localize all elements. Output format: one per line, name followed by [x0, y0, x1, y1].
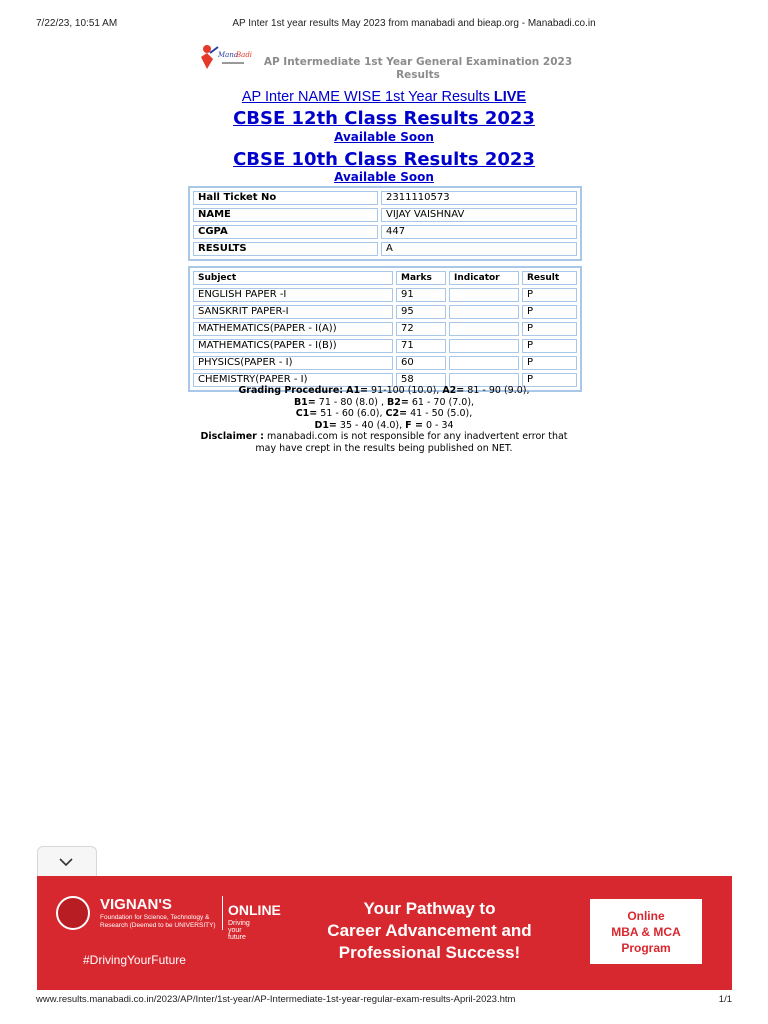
print-page-title: AP Inter 1st year results May 2023 from manabadi and bieap.org - Manabadi.co.in — [232, 18, 596, 29]
grade-b2-label: B2= — [387, 396, 409, 408]
subject-cell: PHYSICS(PAPER - I) — [193, 356, 393, 370]
indicator-cell — [449, 288, 519, 302]
print-footer — [36, 994, 732, 1005]
page-number: 1/1 — [718, 994, 732, 1005]
result-cell: P — [522, 356, 577, 370]
marks-table — [188, 266, 582, 392]
vignan-brand-name: VIGNAN'S — [100, 896, 172, 913]
marks-cell: 58 — [396, 373, 446, 387]
grade-a1-range: 91-100 (10.0), — [368, 385, 443, 396]
live-label[interactable]: LIVE — [493, 89, 527, 105]
grade-a2-label: A2= — [442, 385, 465, 396]
cta-line-2: MBA & MCA — [611, 924, 681, 939]
table-row — [193, 339, 577, 353]
subject-cell: MATHEMATICS(PAPER - I(A)) — [193, 322, 393, 336]
cgpa-label: CGPA — [193, 225, 378, 239]
site-header — [0, 43, 768, 79]
student-info-table — [188, 186, 582, 261]
grade-f-range: 0 - 34 — [422, 419, 454, 431]
table-row — [193, 225, 577, 239]
svg-text:Mana: Mana — [218, 51, 239, 59]
table-row — [193, 208, 577, 222]
grade-c1-range: 51 - 60 (6.0), — [317, 408, 386, 419]
grading-procedure — [0, 385, 768, 454]
marks-cell: 91 — [396, 288, 446, 302]
ad-headline — [287, 898, 572, 964]
table-row — [193, 305, 577, 319]
cbse-12th-results-link[interactable]: CBSE 12th Class Results 2023 — [233, 108, 535, 129]
result-cell: P — [522, 288, 577, 302]
disclaimer-label: Disclaimer : — [200, 431, 264, 442]
vignan-university-text: Foundation for Science, Technology & Research (Deemed to be UNIVERSITY) — [100, 914, 216, 929]
manabadi-logo-icon[interactable] — [198, 43, 256, 71]
ad-cta-button[interactable] — [590, 899, 702, 964]
marks-cell: 72 — [396, 322, 446, 336]
result-cell: P — [522, 322, 577, 336]
grade-f-label: F = — [405, 419, 423, 431]
chevron-down-icon — [59, 858, 73, 866]
exam-title: AP Intermediate 1st Year General Examination 2023 Results — [263, 56, 573, 81]
cbse-10th-results-link[interactable]: CBSE 10th Class Results 2023 — [233, 149, 535, 170]
ad-headline-line-1: Your Pathway to — [363, 899, 496, 918]
indicator-cell — [449, 305, 519, 319]
name-value: VIJAY VAISHNAV — [381, 208, 577, 222]
grade-b1-range: 71 - 80 (8.0) , — [315, 396, 388, 408]
table-row — [193, 356, 577, 370]
grade-c1-label: C1= — [295, 408, 318, 419]
grade-b2-range: 61 - 70 (7.0), — [408, 396, 475, 408]
online-label: ONLINE — [228, 902, 281, 918]
results-value: A — [381, 242, 577, 256]
subject-cell: ENGLISH PAPER -I — [193, 288, 393, 302]
result-cell: P — [522, 305, 577, 319]
table-row — [193, 322, 577, 336]
indicator-header: Indicator — [449, 271, 519, 285]
svg-text:Badi: Badi — [236, 51, 253, 59]
results-label: RESULTS — [193, 242, 378, 256]
disclaimer-text: manabadi.com is not responsible for any inadvertent error that may have crept in the results being published on NET. — [255, 431, 568, 454]
grading-label: Grading Procedure: — [238, 385, 344, 396]
vignan-brand — [56, 896, 281, 941]
table-row — [193, 191, 577, 205]
cta-line-3: Program — [621, 940, 671, 955]
indicator-cell — [449, 339, 519, 353]
ad-headline-line-2: Career Advancement and — [327, 921, 532, 940]
marks-cell: 60 — [396, 356, 446, 370]
grade-d1-range: 35 - 40 (4.0), — [336, 419, 406, 431]
brand-divider — [222, 896, 223, 930]
hall-ticket-label: Hall Ticket No — [193, 191, 378, 205]
subject-header: Subject — [193, 271, 393, 285]
marks-header: Marks — [396, 271, 446, 285]
grade-c2-label: C2= — [385, 408, 408, 419]
driving-small-text: Driving your future — [228, 920, 250, 941]
marks-cell: 95 — [396, 305, 446, 319]
result-cell: P — [522, 339, 577, 353]
marks-cell: 71 — [396, 339, 446, 353]
cbse-10th-available-soon-link[interactable]: Available Soon — [334, 170, 434, 184]
result-header: Result — [522, 271, 577, 285]
name-label: NAME — [193, 208, 378, 222]
name-wise-link-text[interactable]: AP Inter NAME WISE 1st Year Results — [241, 89, 494, 105]
grade-d1-label: D1= — [314, 419, 337, 431]
vignan-ad-banner[interactable] — [37, 876, 732, 990]
ad-hashtag: #DrivingYourFuture — [83, 953, 186, 967]
cta-line-1: Online — [627, 908, 665, 923]
grade-a1-label: A1= — [346, 385, 369, 396]
ad-collapse-button[interactable] — [37, 846, 97, 877]
grade-b1-label: B1= — [293, 396, 316, 408]
table-row — [193, 288, 577, 302]
subject-cell: CHEMISTRY(PAPER - I) — [193, 373, 393, 387]
table-header-row — [193, 271, 577, 285]
result-cell: P — [522, 373, 577, 387]
hall-ticket-value: 2311110573 — [381, 191, 577, 205]
ad-headline-line-3: Professional Success! — [338, 943, 521, 962]
indicator-cell — [449, 322, 519, 336]
cbse-12th-available-soon-link[interactable]: Available Soon — [334, 130, 434, 144]
grade-a2-range: 81 - 90 (9.0), — [464, 385, 530, 396]
grade-c2-range: 41 - 50 (5.0), — [407, 408, 473, 419]
name-wise-results-link[interactable] — [0, 89, 768, 105]
table-row — [193, 242, 577, 256]
vignan-seal-icon — [56, 896, 90, 930]
print-datetime: 7/22/23, 10:51 AM — [36, 18, 118, 29]
cgpa-value: 447 — [381, 225, 577, 239]
subject-cell: MATHEMATICS(PAPER - I(B)) — [193, 339, 393, 353]
print-url: www.results.manabadi.co.in/2023/AP/Inter/1st-year/AP-Intermediate-1st-year-regular-exam-results-April-2023.htm — [36, 994, 516, 1005]
subject-cell: SANSKRIT PAPER-I — [193, 305, 393, 319]
indicator-cell — [449, 356, 519, 370]
